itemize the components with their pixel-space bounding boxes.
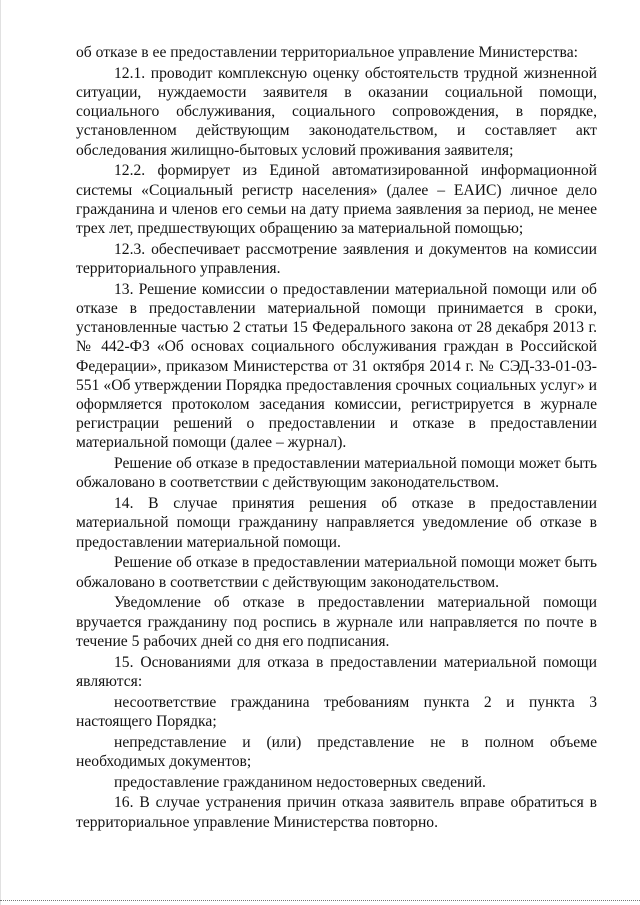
paragraph-15: 15. Основаниями для отказа в предоставлении материальной помощи являются: bbox=[76, 653, 597, 690]
paragraph-15-item-2: непредставление и (или) представление не в полном объеме необходимых документов; bbox=[76, 733, 597, 770]
paragraph-14-appeal: Решение об отказе в предоставлении материальной помощи может быть обжаловано в соответствии с действующим законодательством. bbox=[76, 554, 597, 591]
paragraph-continuation: об отказе в ее предоставлении территориальное управление Министерства: bbox=[76, 44, 578, 61]
paragraph-14-notice: Уведомление об отказе в предоставлении материальной помощи вручается гражданину под роспись в журнале или направляется по почте в течение 5 рабочих дней со дня его подписания. bbox=[76, 594, 597, 650]
paragraph-13-appeal: Решение об отказе в предоставлении материальной помощи может быть обжаловано в соответствии с действующим законодательством. bbox=[76, 455, 597, 492]
paragraph-12-3: 12.3. обеспечивает рассмотрение заявления и документов на комиссии территориального управления. bbox=[76, 240, 597, 278]
paragraph-15-item-3: предоставление гражданином недостоверных сведений. bbox=[114, 773, 486, 791]
document-body bbox=[76, 43, 597, 833]
paragraph-12-2: 12.2. формирует из Единой автоматизированной информационной системы «Социальный регистр населения» (далее – ЕАИС) личное дело гражданина и членов его семьи на дату приема заявления за период, не менее трех лет, предшествующих обращению за материальной помощью; bbox=[76, 162, 597, 238]
paragraph-14: 14. В случае принятия решения об отказе в предоставлении материальной помощи гражданину направляется уведомление об отказе в предоставлении материальной помощи. bbox=[76, 495, 597, 551]
scan-bottom-edge bbox=[0, 900, 640, 902]
paragraph-13: 13. Решение комиссии о предоставлении материальной помощи или об отказе в предоставлении материальной помощи принимается в сроки, установленные частью 2 статьи 15 Федерального закона от 28 декабря 2013 г. № 442-ФЗ «Об основах социального обслуживания граждан в Российской Федерации», приказом Министерства от 31 октября 2014 г. № СЭД-33-01-03-551 «Об утверждении Порядка предоставления срочных социальных услуг» и оформляется протоколом заседания комиссии, регистрируется в журнале регистрации решений о предоставлении и отказе в предоставлении материальной помощи (далее – журнал). bbox=[76, 280, 597, 452]
paragraph-12-1: 12.1. проводит комплексную оценку обстоятельств трудной жизненной ситуации, нуждаемости заявителя в оказании социальной помощи, социального обслуживания, социального сопровождения, в порядке, установленном действующим законодательством, и составляет акт обследования жилищно-бытовых условий проживания заявителя; bbox=[76, 64, 597, 159]
paragraph-16: 16. В случае устранения причин отказа заявитель вправе обратиться в территориальное управление Министерства повторно. bbox=[76, 794, 597, 831]
paragraph-15-item-1: несоответствие гражданина требованиям пункта 2 и пункта 3 настоящего Порядка; bbox=[76, 693, 597, 730]
scan-edge-line bbox=[0, 0, 1, 905]
